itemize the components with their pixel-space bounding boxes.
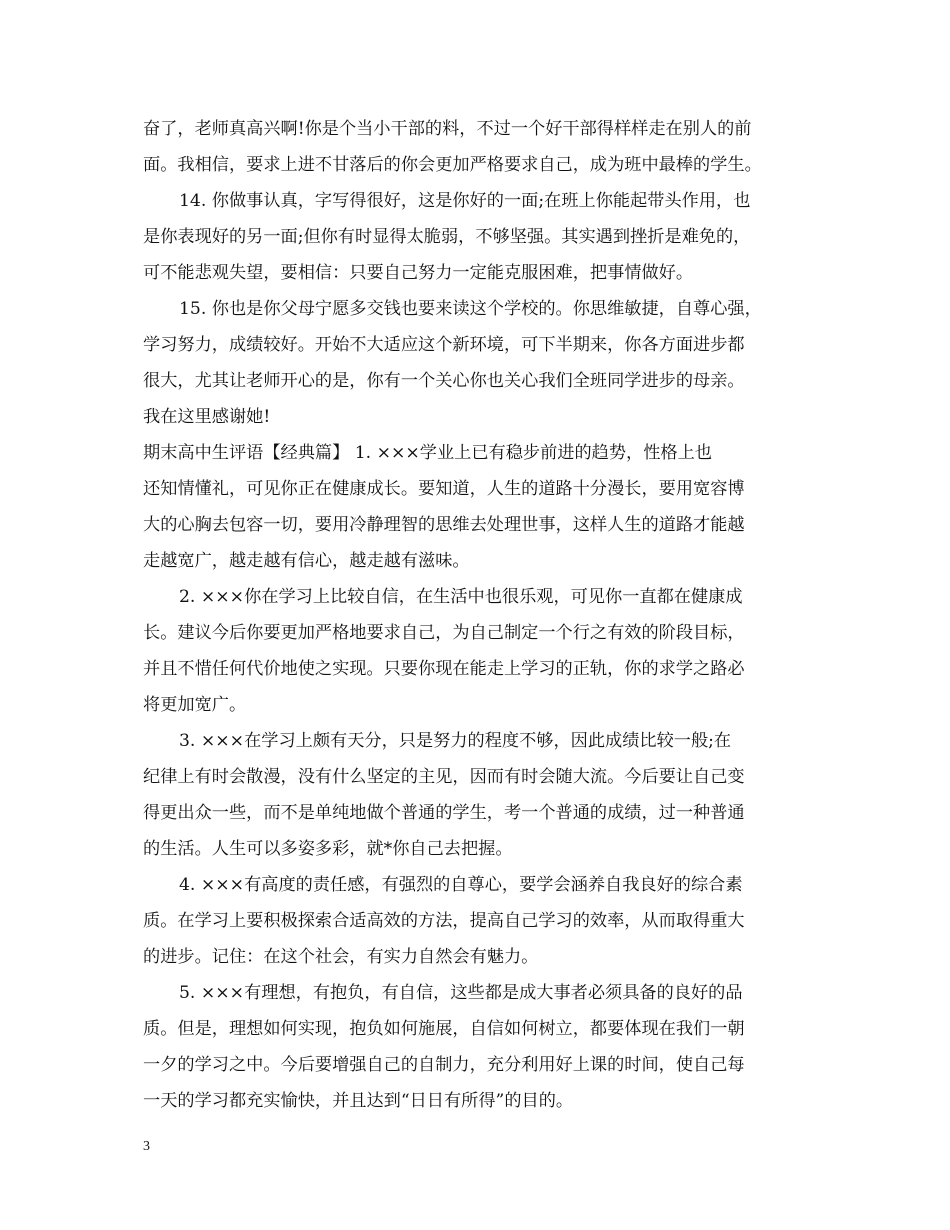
text-line: 的进步。记住：在这个社会，有实力自然会有魅力。 [143, 947, 539, 967]
text-line: 并且不惜任何代价地使之实现。只要你现在能走上学习的正轨，你的求学之路必 [143, 659, 745, 679]
text-line: 长。建议今后你要更加严格地要求自己，为自己制定一个行之有效的阶段目标， [143, 623, 745, 643]
text-line: 得更出众一些，而不是单纯地做个普通的学生，考一个普通的成绩，过一种普通 [143, 803, 745, 823]
text-line: 14. 你做事认真，字写得很好，这是你好的一面;在班上你能起带头作用，也 [179, 191, 751, 211]
text-line: 走越宽广，越走越有信心，越走越有滋味。 [143, 551, 470, 571]
text-line: 一夕的学习之中。今后要增强自己的自制力，充分利用好上课的时间，使自己每 [143, 1055, 745, 1075]
text-line: 我在这里感谢她! [143, 407, 271, 427]
text-line: 3. ×××在学习上颇有天分，只是努力的程度不够，因此成绩比较一般;在 [179, 731, 732, 751]
text-line: 可不能悲观失望，要相信：只要自己努力一定能克服困难，把事情做好。 [143, 263, 694, 283]
text-line: 15. 你也是你父母宁愿多交钱也要来读这个学校的。你思维敏捷，自尊心强， [179, 299, 762, 319]
text-line: 纪律上有时会散漫，没有什么坚定的主见，因而有时会随大流。今后要让自己变 [143, 767, 745, 787]
text-line: 奋了，老师真高兴啊!你是个当小干部的料，不过一个好干部得样样走在别人的前 [143, 119, 752, 139]
text-line: 是你表现好的另一面;但你有时显得太脆弱，不够坚强。其实遇到挫折是难免的， [143, 227, 751, 247]
text-line: 很大，尤其让老师开心的是，你有一个关心你也关心我们全班同学进步的母亲。 [143, 371, 745, 391]
text-line: 学习努力，成绩较好。开始不大适应这个新环境，可下半期来，你各方面进步都 [143, 335, 745, 355]
text-line: 将更加宽广。 [143, 695, 247, 715]
text-line: 面。我相信，要求上进不甘落后的你会更加严格要求自己，成为班中最棒的学生。 [143, 155, 762, 175]
page-number: 3 [143, 1139, 150, 1154]
section-heading-line: 期末高中生评语【经典篇】 1. ×××学业上已有稳步前进的趋势，性格上也 [143, 443, 712, 463]
text-line: 大的心胸去包容一切，要用冷静理智的思维去处理世事，这样人生的道路才能越 [143, 515, 745, 535]
text-line: 质。但是，理想如何实现，抱负如何施展，自信如何树立，都要体现在我们一朝 [143, 1019, 745, 1039]
text-line: 一天的学习都充实愉快，并且达到“日日有所得”的目的。 [143, 1091, 574, 1111]
text-line: 还知情懂礼，可见你正在健康成长。要知道，人生的道路十分漫长，要用宽容博 [143, 479, 745, 499]
text-line: 4. ×××有高度的责任感，有强烈的自尊心，要学会涵养自我良好的综合素 [179, 875, 743, 895]
text-line: 的生活。人生可以多姿多彩，就*你自己去把握。 [143, 839, 513, 859]
text-line: 5. ×××有理想，有抱负，有自信，这些都是成大事者必须具备的良好的品 [179, 983, 743, 1003]
text-line: 2. ×××你在学习上比较自信，在生活中也很乐观，可见你一直都在健康成 [179, 587, 743, 607]
text-line: 质。在学习上要积极探索合适高效的方法，提高自己学习的效率，从而取得重大 [143, 911, 745, 931]
